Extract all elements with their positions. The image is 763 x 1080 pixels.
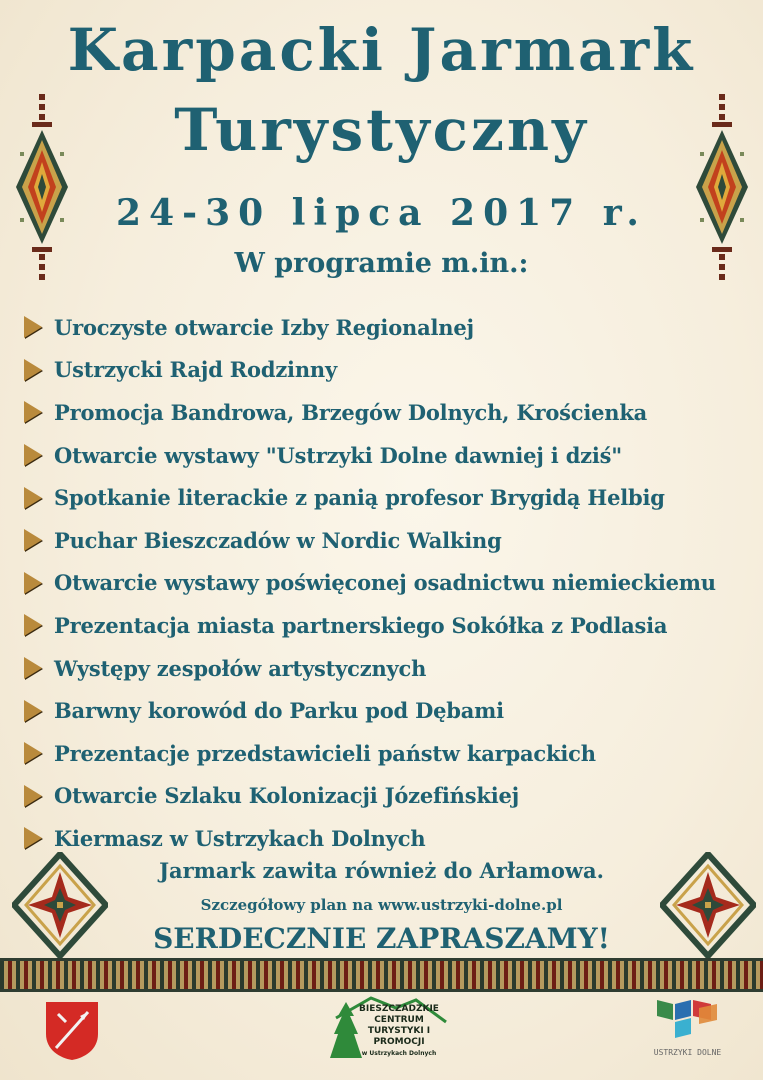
list-item: Otwarcie wystawy "Ustrzyki Dolne dawniej i dziś" [24,434,744,477]
folk-border-strip [0,958,763,992]
bullet-arrow-icon [24,316,42,338]
bullet-arrow-icon [24,401,42,423]
program-intro: W programie m.in.: [234,248,529,279]
page-title-line-1: Karpacki Jarmark [67,16,696,84]
list-item: Kiermasz w Ustrzykach Dolnych [24,817,744,860]
folk-ornament-left-icon [12,92,72,282]
logo-caption: USTRZYKI DOLNE [653,1048,722,1057]
bullet-arrow-icon [24,487,42,509]
bullet-arrow-icon [24,657,42,679]
bullet-arrow-icon [24,785,42,807]
bullet-arrow-icon [24,444,42,466]
bullet-arrow-icon [24,742,42,764]
list-item: Uroczyste otwarcie Izby Regionalnej [24,306,744,349]
logo-line-1: BIESZCZADZKIE [359,1004,439,1014]
event-dates: 24-30 lipca 2017 r. [116,192,647,234]
ustrzyki-dolne-logo [645,994,730,1064]
list-item: Prezentacje przedstawicieli państw karpackich [24,732,744,775]
list-item: Otwarcie wystawy poświęconej osadnictwu niemieckiemu [24,562,744,605]
bullet-arrow-icon [24,359,42,381]
folk-ornament-right-icon [692,92,752,282]
logo-line-2: CENTRUM [374,1015,424,1025]
list-item: Otwarcie Szlaku Kolonizacji Józefińskiej [24,775,744,818]
list-item: Puchar Bieszczadów w Nordic Walking [24,519,744,562]
bullet-arrow-icon [24,614,42,636]
bullet-arrow-icon [24,700,42,722]
bullet-arrow-icon [24,529,42,551]
website-note: Szczegółowy plan na www.ustrzyki-dolne.pl [200,896,563,914]
list-item: Prezentacja miasta partnerskiego Sokółka z Podlasia [24,604,744,647]
list-item: Występy zespołów artystycznych [24,647,744,690]
list-item: Spotkanie literackie z panią profesor Brygidą Helbig [24,476,744,519]
bullet-arrow-icon [24,827,42,849]
page-title-line-2: Turystyczny [174,96,589,164]
bcti-logo [316,994,456,1060]
bullet-arrow-icon [24,572,42,594]
invitation: SERDECZNIE ZAPRASZAMY! [153,922,610,955]
logo-line-4: w Ustrzykach Dolnych [361,1050,437,1057]
city-logo-icon [645,994,730,1044]
program-list [24,306,744,860]
arlamow-note: Jarmark zawita również do Arłamowa. [159,858,604,883]
list-item: Promocja Bandrowa, Brzegów Dolnych, Krościenka [24,391,744,434]
logo-line-3: TURYSTYKI I PROMOCJI [367,1026,431,1047]
coat-of-arms-icon [44,1000,100,1062]
list-item: Barwny korowód do Parku pod Dębami [24,689,744,732]
list-item: Ustrzycki Rajd Rodzinny [24,349,744,392]
